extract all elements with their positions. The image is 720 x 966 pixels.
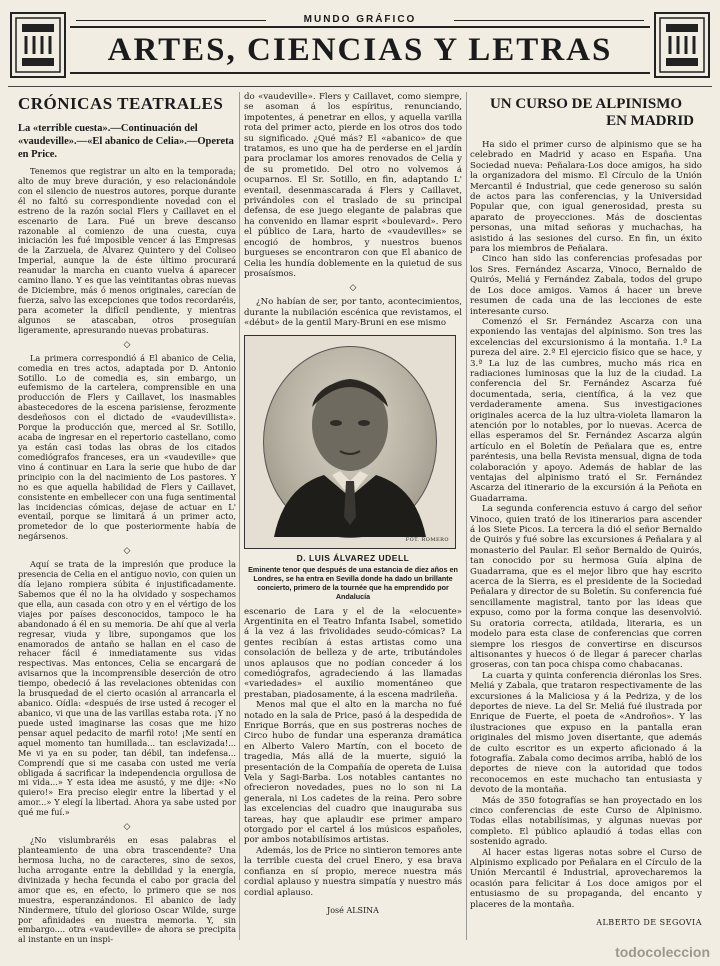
portrait-caption-text: Eminente tenor que después de una estancia de diez años en Londres, se ha entra en Sevilla donde ha dado un brillante concierto, primero de la tournée que ha emprendido por Andalucía [248,564,458,601]
portrait-oval [263,346,437,538]
masthead-kicker-row [76,14,644,25]
cronicas-paragraph: do «vaudeville». Flers y Caillavet, como siempre, se asoman á los espíritus, renunciando, impotentes, á penetrar en ellos, y aquella varilla rota del primer acto, pierde en los otros dos todo su significado. ¿Qué más? El «abanico» de que tratamos, es uno que ha de perderse en el jardín para proclamar los amores renovados de Celia y de su prometido. Del otro no volvemos á ocuparnos. El Sr. Sotillo, en fin, adaptando L' eventail, desenmascarada á Flers y Caillavet, privándoles con el traslado de su principal defensa, de ese juego elegante de palabras que ha convenido en llamar esprit «boulevard». Pero el público de Lara, harto de «vaudevilles» se encogió de hombros, y nuestros buenos burgueses se encontraron con que El abanico de Celia les hundía doblemente en la quietud de sus prosaísmos. [244,92,462,279]
alpinismo-paragraph: Comenzó el Sr. Fernández Ascarza con una exponiendo las ventajas del alpinismo. Son tres las excelencias del excursionismo á la montaña. 1.ª La pureza del aire. 2.ª El ejercicio físico que se hace, y 3.ª La luz de las cumbres, mucho más rica en radiaciones luminosas que la luz de la ciudad. La conferencia del Sr. Fernández Ascarza fué documentada, seria, científica, á la vez que verdaderamente amena. Sus investigaciones originales acerca de la luz ultra-violeta llamaron la atención por lo notables, por lo nuevas. Acerca de ellas esperamos del Sr. Fernández Ascarza algún artículo en el Boletín de Peñalara que es, entre paréntesis, una bella Revista mensual, digna de toda colaboración y apoyo. Además de hablar de las ventajas del alpinismo trató el Sr. Fernández Ascarza del itinerario de la excursión á la Peñota en Guadarrama. [470,316,702,504]
alpinismo-paragraph: Al hacer estas ligeras notas sobre el Curso de Alpinismo explicado por Peñalara en el Círculo de la Unión Mercantil é Industrial, aprovecharemos la ocasión para felicitar á Los doce amigos por el entusiasmo de su propaganda, del encanto y placeres de la montaña. [470,847,702,910]
diamond-icon: ◇ [123,822,131,833]
cronicas-paragraph: ¿No habían de ser, por tanto, acontecimientos, durante la nubilación escénica que revistamos, el «début» de la gentil Mary-Bruni en ese mismo [244,297,462,329]
masthead-kicker: MUNDO GRÁFICO [303,14,417,25]
diamond-icon: ◇ [123,339,131,350]
cronicas-title: CRÓNICAS TEATRALES [18,94,224,113]
cronicas-paragraph: Menos mal que el alto en la marcha no fué notado en la sala de Price, pasó á la despedida de Enrique Borrás, que en sus postreras noches de Circo hubo de fundar una esperanza dramática en Alberto Valero Martín, con el boceto de tragedia, Más allá de la muerte, siguió la presentación de la Compañía de opereta de Luisa Vela y Sagi-Barba. Los notables cantantes no ofrecieron novedades, pues no lo son ni La generala, ni Los cadetes de la reina. Pero sobre las excelencias del cuadro que inauguraba sus tareas, hay que aplaudir ese primer amparo otorgado por el cartel á los músicos españoles, por ambos notabilísimos artistas. [244,700,462,846]
masthead-ornament-icon [654,12,710,78]
cronicas-subhead: La «terrible cuesta».—Continuación del «vaudeville».—«El abanico de Celia».—Opereta en Price. [18,123,234,160]
alpinismo-signature: ALBERTO DE SEGOVIA [596,918,702,928]
diamond-icon: ◇ [123,546,131,557]
column-alpinismo [470,92,702,928]
alpinismo-paragraph: Más de 350 fotografías se han proyectado en los cinco conferencias de este Curso de Alpinismo. Todas ellas notabilísimas, y algunas nuevas por completo. El público aplaudió á todas ellas con sostenido agrado. [470,795,702,848]
alpinismo-title [470,96,702,130]
portrait-caption-name: D. LUIS ÁLVAREZ UDELL [296,552,410,563]
watermark: todocoleccion [615,944,710,960]
column-divider [466,92,467,940]
column-cronicas-cont [244,92,462,916]
photo-credit: FOT. ROMERO [405,537,449,544]
masthead-ornament-icon [10,12,66,78]
cronicas-paragraph: Además, los de Price no sintieron temores ante la terrible cuesta del cruel Enero, y esa brava confianza en sí propio, merece nuestra más cordial aplauso y nuestra simpatía y nuestro más cordial aplauso. [244,845,462,898]
masthead-title: ARTES, CIENCIAS Y LETRAS [107,32,613,68]
alpinismo-paragraph: La cuarta y quinta conferencia diéronlas los Sres. Meliá y Zabala, que trataron respectivamente de las excursiones á la Maliciosa y á la Pedriza, y de los deportes de nieve. La del Sr. Meliá fué ilustrada por Enrique de Fuerte, el poeta de «Androños». Y las ilustraciones que expuso en la pantalla eran originales del mismo joven disertante, que además de culto escritor es un experto aficionado á la fotografía. Zabala como decimos arriba, habló de los deportes de nieve con la autoridad que todos reconocemos en este muchacho tan entusiasta y devoto de la montaña. [470,670,702,796]
diamond-icon: ◇ [349,283,357,294]
cronicas-paragraph: La primera correspondió á El abanico de Celia, comedia en tres actos, adaptada por D. Antonio Sotillo. Lo de comedia es, sin embargo, un eufemismo de la cartelera, comprensible en una producción de Flers y Caillavet, los inasmables abastecedores de la escena parisiense, ferozmente desdeñosos con el dictado de «vaudevillista». Porque la producción que, merced al Sr. Sotillo, acaba de ingresar en el repertorio castellano, como ya están casi todas las obras de los citados comediógrafos franceses, era un «vaudeville» que vino á continuar en Lara la serie que hubo de dar principio con la del nacimiento de Los pastores. Y no es que aquella habilidad de Flers y Caillavet, consistente en embellecer con una fuga sentimental las incidencias cómicas, dejase de actuar en L' eventail, porque se limitará á un primer acto, prometedor de lo que posteriormente había de negársenos. [18,352,236,542]
cronicas-signature: José ALSINA [327,905,379,915]
alpinismo-paragraph: Ha sido el primer curso de alpinismo que se ha celebrado en Madrid y acaso en España. Una Sociedad nueva: Peñalara-Los doce amigos, ha sido la organizadora del mismo. El Círculo de la Unión Mercantil é Industrial, que cede generoso su salón de actos para las conferencias, y la Universidad Popular que, con igual generosidad, presta su aparato de proyecciones. Más de doscientas personas, una mitad señoras y muchachas, ha asistido á las sesiones del curso. En fin, un éxito para los miembros de Peñalara. [470,140,702,255]
cronicas-paragraph: ¿No vislumbraréis en esas palabras el planteamiento de una obra trascendente? Una hermosa lucha, no de caracteres, sino de sexos, lucha arrogante entre la debilidad y la energía, divinizada y hecha fecunda el cabo por gracia del amor que es, en efecto, lo primero que se nos muestra, esperanzándonos. El abanico de lady Nindermere, título del glorioso Oscar Wilde, surge por afinidades en nuestra memoria. Y, sin embargo.... otra «vaudeville» de ahora se precipita al instante en un inspi- [18,835,236,945]
alpinismo-title-line2: EN MADRID [606,113,694,129]
alpinismo-paragraph: Cinco han sido las conferencias profesadas por los Sres. Fernández Ascarza, Vinoco, Bernaldo de Quirós, Meliá y Fernández Zabala, todos del grupo de Los doce amigos. Vamos á hacer un breve resumen de cada una de las lecciones de este interesante curso. [470,254,702,317]
cronicas-paragraph: Aquí se trata de la impresión que produce la presencia de Celia en el antiguo novio, con quien un día lejano rompiera súbita é injustificadamente. Sabemos que él no la ha olvidado y sospechamos que ella, aun casada con otro y en el vértigo de los viajes por países desconocidos, tampoco le ha abandonado á él en su memoria. De ahí que al verla regresar, viuda y libre, supongamos que los enamorados de antaño se hallan en el caso de rehacer fácil é inmediatamente sus vidas respectivas. Mas entonces, Celia se encargará de avisarnos que la incomprensible deserción de otro tiempo, obedeció á las revelaciones obtenidas con la brusquedad de el cierto ocasión al arrancarla el abanico. Oídla: «después de irse usted á recoger el abanico, vi que una de las varillas estaba rota. ¡Y no puede usted imaginarse las cosas que me hizo pensar aquel pedacito de marfil roto! ¡Me sentí en aquel momento tan humillada... tan esclavizada!... Me vi ya en su poder, tan débil, tan indefensa... Comprendí que si me casaba con usted me vería obligada á sacrificar la independencia orgullosa de mi vida...» Y esta idea me asustó, y me dije: «No quiero!» Era preciso elegir entre la libertad y el amor...» Y elegí la libertad. Ahora ya sabe usted por qué me fuí.» [18,559,236,818]
masthead-rule [8,86,712,87]
alpinismo-title-line1: UN CURSO DE ALPINISMO [489,96,683,112]
cronicas-paragraph: escenario de Lara y el de la «elocuente» Argentinita en el Teatro Infanta Isabel, sometido á la vez á las frivolidades seudo-cómicas? La gentes recibían á estas artistas como una consolación de belleza y de arte, tributándoles unos aplausos que no podían conceder á los comediógrafos, agradeciendo á las llamadas «variedades» el auxilio momentáneo que prestaban, piadosamente, á la escena madrileña. [244,606,462,700]
column-cronicas [18,92,236,945]
alpinismo-paragraph: La segunda conferencia estuvo á cargo del señor Vinoco, quien trató de los itinerarios para ascender á los Siete Picos. La tercera la dió el señor Bernaldo de Quirós y fué sobre las excursiones á Peñalara y al monasterio del Paular. El señor Bernaldo de Quirós, tan conocido por su hermosa Guía alpina de Guadarrama, que es el mejor libro que hay escrito acerca de la Sierra, es el presidente de la Sociedad Peñalara y director de su Boletín. Su conferencia fué sencillamente magistral, tanto por las ideas que expuso, como por la forma conque las desenvolvió. Su oratoria correcta, atildada, literaria, es un modelo para esta clase de conferencias que corren siempre los riesgos de convertirse en discursos altisonantes y huecos ó de llegar á parecer charlas groseras, con tan poca chispa como chabacanas. [470,504,702,671]
cronicas-paragraph: Tenemos que registrar un alto en la temporada; alto de muy breve duración, y eso relacionándole con el silencio de nuestros autores, porque durante él no faltó su correspondiente novedad con el estreno de la razón social Flers y Caillavet en el escenario de Lara. Fué un breve descanso razonable al comienzo de una cuesta, cuya iniciación les fué imposible vencer á las Empresas de la Zarzuela, de Alvarez Quintero y del Coliseo Imperial, aunque la de éste último procurará reanudar la marcha en cuanto vuelva á aparecer camino llano. Y es que las veintitantas obras nuevas de Diciembre, más ó menos originales, carecían de fuerza, salvo las excepciones que todos recordaréis, para acometer la difícil pendiente, y mientras algunos se atascaban, otros proseguían ligeramente, apresurando nuevas probaturas. [18,166,236,335]
column-divider [239,92,240,940]
portrait-photo [244,335,456,549]
